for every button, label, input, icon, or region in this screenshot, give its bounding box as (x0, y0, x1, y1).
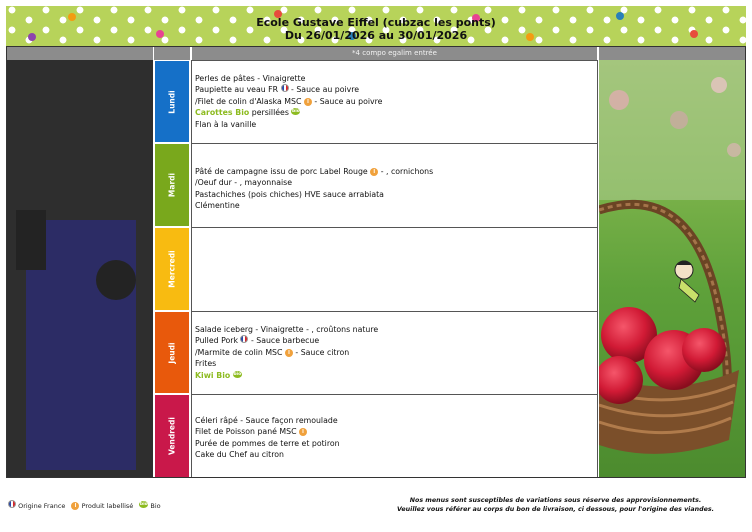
bio-icon: bio (233, 371, 242, 377)
menu-item-text: Kiwi Bio (195, 370, 231, 380)
menu-item-text: Frites (195, 359, 217, 369)
menu-item-text: Carottes Bio (195, 108, 250, 118)
menu-mardi (191, 143, 598, 228)
label-icon: l (299, 428, 307, 436)
menu-item (195, 189, 594, 200)
header-bar-days (154, 46, 190, 60)
day-label-mardi: Mardi (154, 143, 190, 227)
menu-item-text: Purée de pommes de terre et potiron (195, 438, 340, 448)
menu-item-text: Cake du Chef au citron (195, 450, 284, 460)
menu-item-text: Salade iceberg - Vinaigrette - , croûtons nature (195, 325, 379, 334)
menu-item (195, 177, 594, 188)
left-decor-panel (6, 60, 153, 478)
menu-item (195, 370, 594, 381)
label-icon: l (370, 168, 378, 176)
day-label-mercredi: Mercredi (154, 227, 190, 311)
disclaimer: Nos menus sont susceptibles de variations sous réserve des approvisionnements. Veuillez vous référer au corps du bon de livraison, ci dessous, pour l'origine des viandes. (397, 497, 714, 513)
menu-item (195, 415, 594, 426)
menu-item-suffix: - Sauce barbecue (248, 336, 320, 346)
menu-item (195, 449, 594, 460)
page-title (6, 16, 746, 42)
menu-jeudi (191, 311, 598, 395)
menu-item-text: Paupiette au veau FR (195, 85, 279, 95)
school-name: Ecole Gustave Eiffel (cubzac les ponts) (256, 16, 496, 29)
menu-item (195, 73, 594, 84)
bio-icon: bio (291, 109, 300, 115)
legend-bio: bio Bio (139, 502, 161, 510)
menu-item (195, 166, 594, 177)
menu-item-suffix: - , cornichons (378, 167, 434, 176)
egalim-note: *4 compo egalim entrée (192, 46, 597, 60)
menu-item (195, 335, 594, 346)
menu-item-text: Pulled Pork (195, 336, 238, 346)
menu-item-suffix: - Sauce citron (292, 347, 350, 357)
day-label-jeudi: Jeudi (154, 311, 190, 394)
france-flag-icon (8, 500, 16, 508)
bio-icon: bio (139, 502, 148, 507)
menu-item (195, 324, 594, 335)
label-icon: l (285, 349, 293, 357)
legend-label: l Produit labellisé (71, 502, 135, 510)
menu-item (195, 426, 594, 437)
menu-item-text: Perles de pâtes - Vinaigrette (195, 74, 306, 83)
date-range: Du 26/01/2026 au 30/01/2026 (284, 29, 468, 42)
menu-item-text: /Marmite de colin MSC (195, 347, 283, 357)
menu-item-text: /Oeuf dur - , mayonnaise (195, 178, 292, 188)
menu-item-text: Clémentine (195, 201, 240, 211)
menu-item-suffix: - Sauce au poivre (288, 85, 360, 95)
left-decor-shape (96, 260, 136, 300)
menu-item (195, 84, 594, 95)
menu-item (195, 119, 594, 130)
menu-item-text: Céleri râpé - Sauce façon remoulade (195, 416, 338, 425)
header-bar-left (6, 46, 153, 60)
menu-item (195, 200, 594, 211)
menu-item-text: Pâté de campagne issu de porc Label Rouge (195, 167, 368, 176)
header-bar-right (599, 46, 746, 60)
label-icon: l (71, 502, 79, 510)
france-flag-icon (281, 84, 289, 92)
apple-basket-illustration (599, 60, 746, 478)
day-label-lundi: Lundi (154, 60, 190, 143)
menu-item-text: Pastachiches (pois chiches) HVE sauce arrabiata (195, 189, 384, 199)
menu-vendredi (191, 394, 598, 478)
label-icon: l (304, 98, 312, 106)
header-banner (6, 6, 746, 46)
day-label-vendredi: Vendredi (154, 394, 190, 478)
menu-item-suffix: persillées (249, 108, 289, 118)
menu-item-text: Flan à la vanille (195, 119, 257, 129)
legend-origine: Origine France (8, 502, 67, 510)
menu-item-text: /Filet de colin d'Alaska MSC (195, 96, 302, 106)
menu-item-text: Filet de Poisson pané MSC (195, 427, 297, 437)
menu-item (195, 96, 594, 107)
apple-basket-photo (599, 60, 746, 478)
menu-item (195, 107, 594, 118)
menu-item-suffix: - Sauce au poivre (311, 96, 383, 106)
menu-item (195, 358, 594, 369)
menu-item (195, 438, 594, 449)
menu-lundi (191, 60, 598, 144)
legend (8, 500, 165, 510)
left-decor-shape (16, 210, 46, 270)
menu-mercredi (191, 227, 598, 312)
menu-item (195, 347, 594, 358)
